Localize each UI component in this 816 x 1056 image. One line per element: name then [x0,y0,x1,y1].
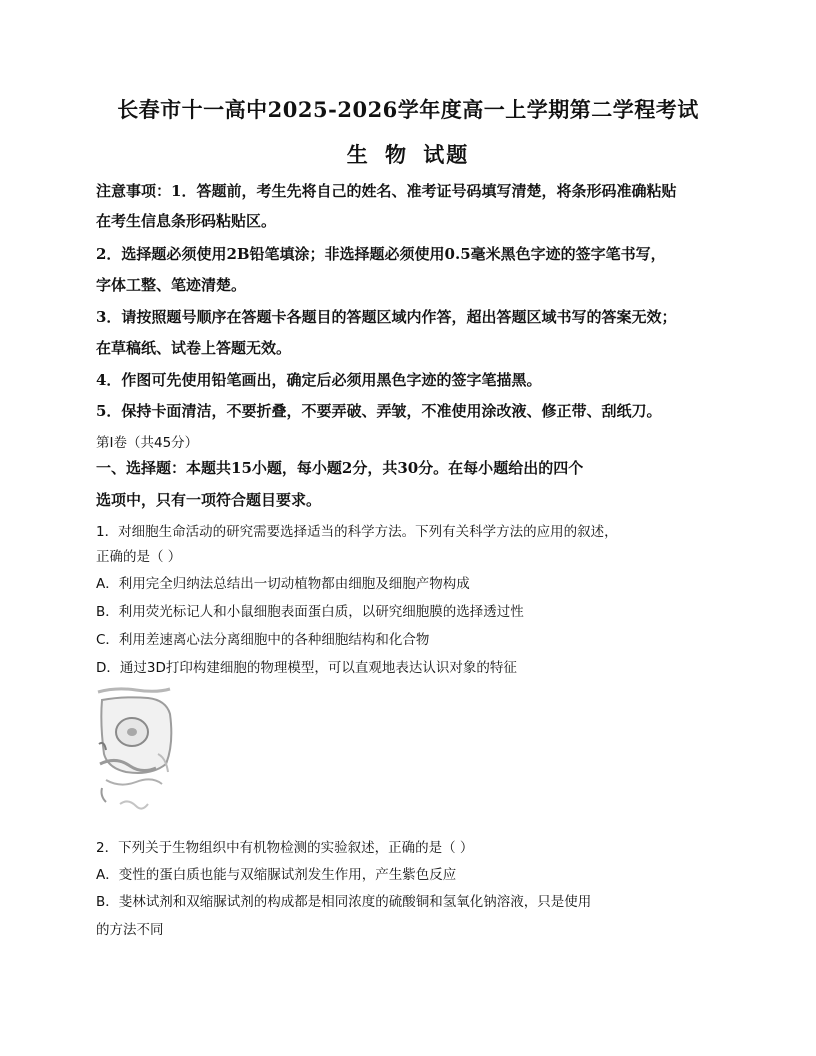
cell-model-image [96,684,176,816]
section-heading-line-2: 选项中，只有一项符合题目要求。 [96,491,322,509]
notice-line-8: 5．保持卡面清洁，不要折叠，不要弄破、弄皱，不准使用涂改液、修正带、刮纸刀。 [96,402,662,420]
notice-line-3: 2．选择题必须使用2B铅笔填涂；非选择题必须使用0.5毫米黑色字迹的签字笔书写， [96,245,666,263]
notice-line-2: 在考生信息条形码粘贴区。 [96,212,277,230]
q2-option-a: A．变性的蛋白质也能与双缩脲试剂发生作用，产生紫色反应 [96,867,457,883]
q1-stem-line-1: 1．对细胞生命活动的研究需要选择适当的科学方法。下列有关科学方法的应用的叙述， [96,524,618,540]
exam-subject: 生 物 试题 [346,142,470,167]
q2-option-b-line-1: B．斐林试剂和双缩脲试剂的构成都是相同浓度的硫酸铜和氢氧化钠溶液，只是使用 [96,894,592,910]
exam-title: 长春市十一高中2025-2026学年度高一上学期第二学程考试 [117,97,699,122]
q1-stem-line-2: 正确的是（ ） [96,549,182,565]
section-heading-line-1: 一、选择题：本题共15小题，每小题2分，共30分。在每小题给出的四个 [96,459,584,477]
notice-line-1: 注意事项：1．答题前，考生先将自己的姓名、准考证号码填写清楚，将条形码准确粘贴 [96,182,677,200]
q2-stem: 2．下列关于生物组织中有机物检测的实验叙述，正确的是（ ） [96,840,474,856]
q2-option-b-line-2: 的方法不同 [96,922,164,938]
notice-line-4: 字体工整、笔迹清楚。 [96,276,247,294]
q1-option-a: A．利用完全归纳法总结出一切动植物都由细胞及细胞产物构成 [96,576,470,592]
q1-option-d: D．通过3D打印构建细胞的物理模型，可以直观地表达认识对象的特征 [96,660,517,676]
notice-line-7: 4．作图可先使用铅笔画出，确定后必须用黑色字迹的签字笔描黑。 [96,371,542,389]
q1-option-b: B．利用荧光标记人和小鼠细胞表面蛋白质，以研究细胞膜的选择透过性 [96,604,524,620]
notice-line-5: 3．请按照题号顺序在答题卡各题目的答题区域内作答，超出答题区域书写的答案无效； [96,308,677,326]
q1-option-c: C．利用差速离心法分离细胞中的各种细胞结构和化合物 [96,632,430,648]
notice-line-6: 在草稿纸、试卷上答题无效。 [96,339,292,357]
volume-label: 第Ⅰ卷（共45分） [96,435,199,451]
